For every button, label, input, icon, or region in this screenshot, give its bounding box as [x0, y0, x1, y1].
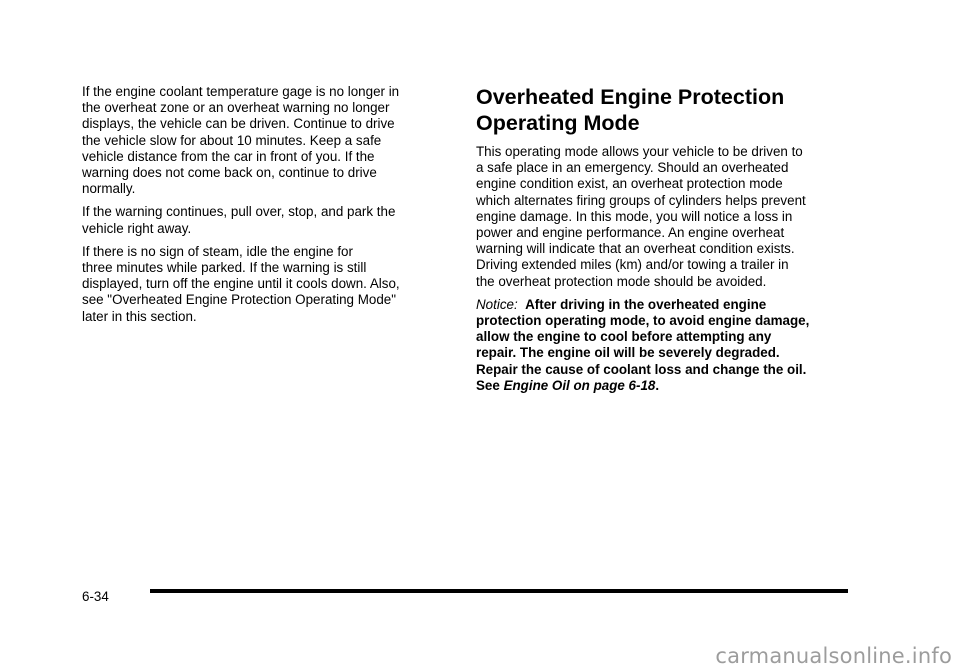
paragraph-operating-mode [476, 144, 848, 290]
engine-oil-reference-link[interactable]: Engine Oil on page 6-18 [503, 377, 656, 393]
text-line: repair. The engine oil will be severely degraded. [476, 345, 780, 361]
text-line: displays, the vehicle can be driven. Continue to drive [82, 116, 395, 132]
text-line: a safe place in an emergency. Should an overheated [476, 160, 789, 176]
text-line: If there is no sign of steam, idle the engine for [82, 243, 353, 259]
text-line: later in this section. [82, 308, 197, 324]
heading-line: Operating Mode [476, 111, 640, 135]
text-line: engine condition exist, an overheat protection mode [476, 176, 783, 192]
text-line: Repair the cause of coolant loss and change the oil. [476, 361, 807, 377]
text-line: This operating mode allows your vehicle to be driven to [476, 144, 803, 159]
sentence-end: . [655, 377, 660, 393]
text-line: displayed, turn off the engine until it cools down. Also, [82, 276, 400, 292]
text-line: normally. [82, 181, 136, 197]
text-line: warning does not come back on, continue to drive [82, 165, 377, 181]
right-column [476, 84, 848, 401]
text-line: engine damage. In this mode, you will notice a loss in [476, 208, 793, 224]
heading-line: Overheated Engine Protection [476, 85, 785, 109]
text-line: warning will indicate that an overheat condition exists. [476, 241, 795, 257]
notice-label: Notice: [476, 296, 518, 312]
notice-block [476, 297, 848, 394]
text-line: the vehicle slow for about 10 minutes. Keep a safe [82, 132, 382, 148]
text-line: allow the engine to cool before attempting any [476, 329, 772, 345]
see-word: See [476, 377, 500, 393]
paragraph-no-steam [82, 244, 442, 325]
text-line: the overheat protection mode should be avoided. [476, 273, 767, 289]
paragraph-coolant-gage [82, 84, 442, 197]
text-line: Driving extended miles (km) and/or towing a trailer in [476, 257, 789, 273]
paragraph-warning-continues [82, 204, 442, 236]
page-number: 6-34 [82, 589, 109, 604]
notice-first-line [476, 297, 848, 313]
text-line: three minutes while parked. If the warning is still [82, 260, 367, 276]
text-line: vehicle distance from the car in front of you. If the [82, 148, 375, 164]
text-line: see "Overheated Engine Protection Operating Mode" [82, 292, 396, 308]
text-line: If the warning continues, pull over, stop, and park the [82, 204, 396, 220]
text-line: power and engine performance. An engine overheat [476, 225, 785, 241]
text-line: protection operating mode, to avoid engine damage, [476, 313, 810, 329]
text-line: which alternates firing groups of cylinders helps prevent [476, 192, 806, 208]
watermark: carmanualsonline.info [715, 644, 952, 668]
left-column [82, 84, 442, 332]
footer-rule [150, 589, 848, 593]
section-heading [476, 84, 848, 136]
text-line: After driving in the overheated engine [525, 296, 767, 312]
notice-see-line [476, 378, 848, 394]
text-line: vehicle right away. [82, 220, 192, 236]
text-line: the overheat zone or an overheat warning no longer [82, 100, 390, 116]
text-line: If the engine coolant temperature gage is no longer in [82, 84, 400, 99]
